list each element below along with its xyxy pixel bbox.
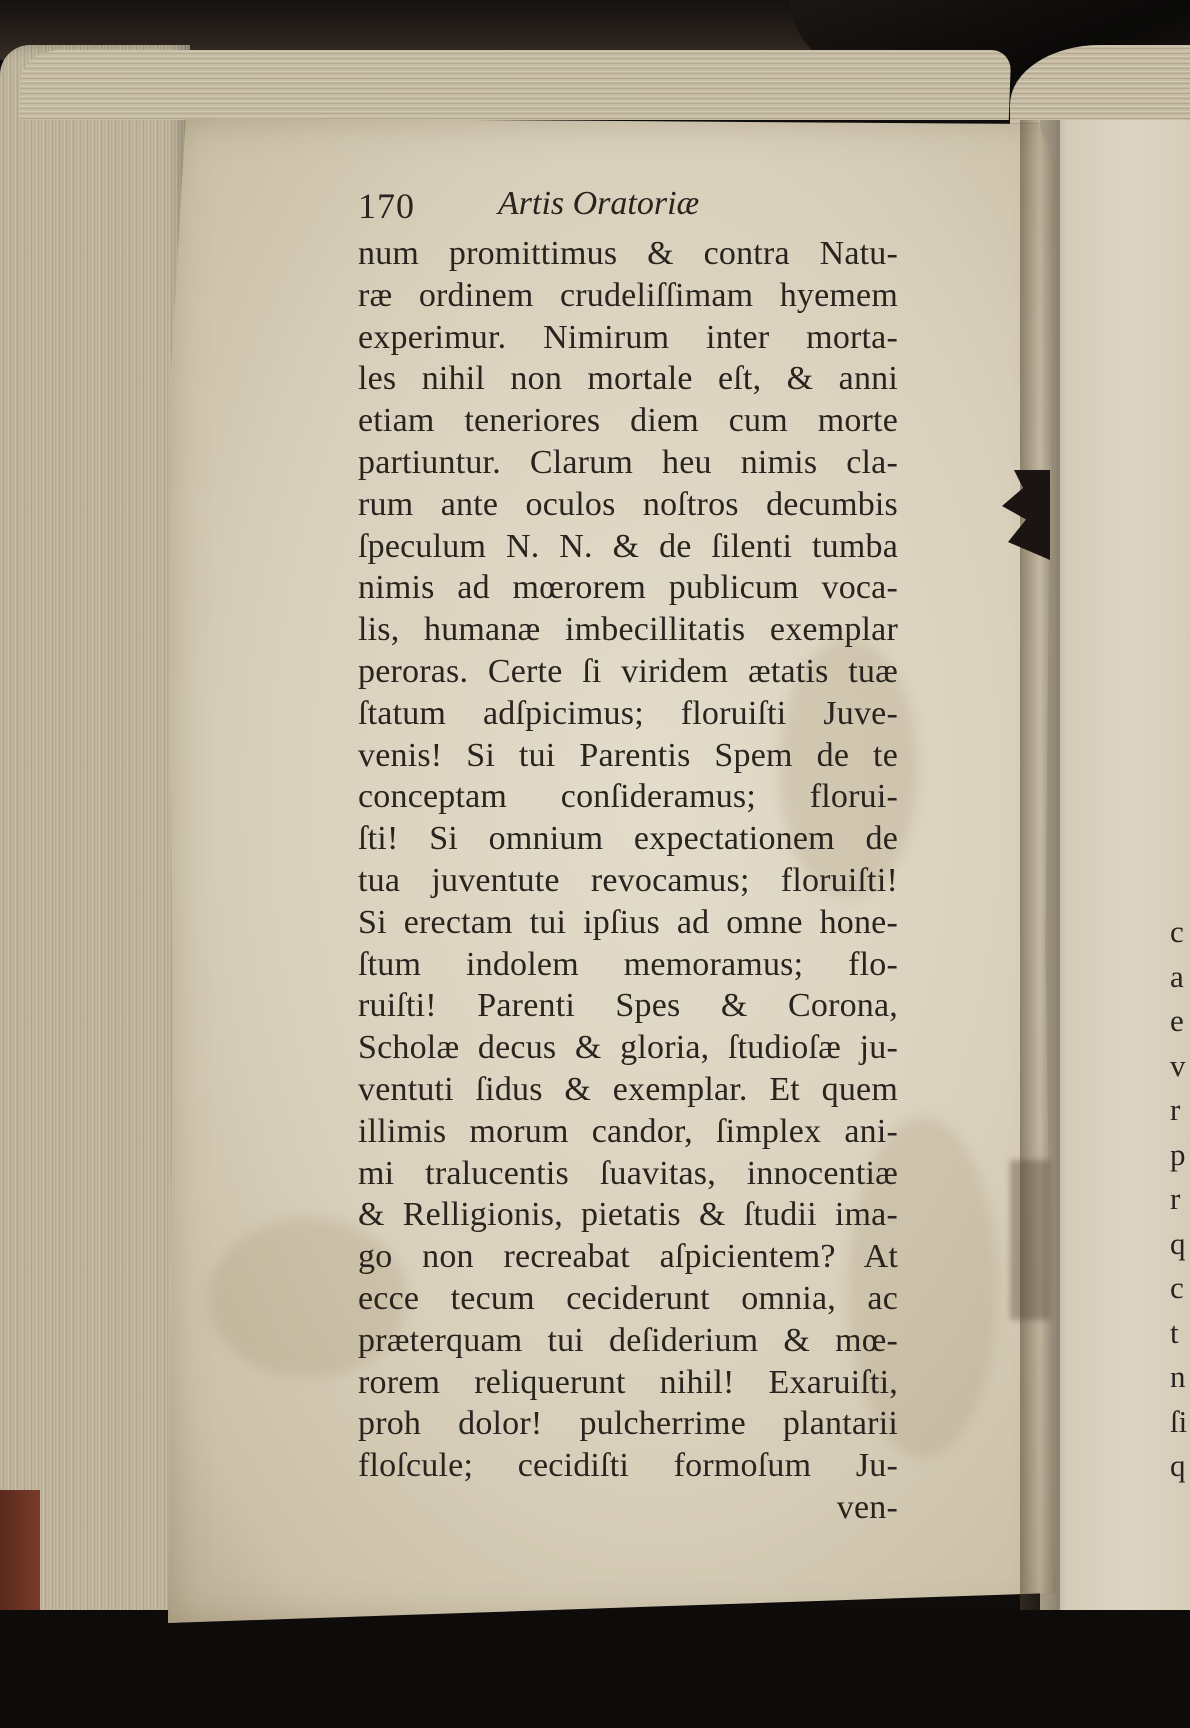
text-line: nimis ad mœrorem publicum voca- — [358, 569, 898, 607]
edge-letter: r — [1170, 1092, 1181, 1127]
text-line: tua juventute revocamus; floruiſti! — [358, 861, 898, 899]
text-line: ſtatum adſpicimus; floruiſti Juve- — [358, 694, 898, 732]
text-line: ecce tecum ceciderunt omnia, ac — [358, 1279, 898, 1317]
page-edges-top — [19, 50, 1011, 120]
text-line: ræ ordinem crudeliſſimam hyemem — [358, 276, 898, 314]
edge-letter: n — [1170, 1359, 1186, 1394]
text-line: mi tralucentis ſuavitas, innocentiæ — [358, 1154, 898, 1192]
edge-letter: c — [1170, 1270, 1184, 1305]
bottom-shadow — [0, 1610, 1190, 1728]
text-line: les nihil non mortale eſt, & anni — [358, 360, 898, 398]
running-title: Artis Oratoriæ — [498, 185, 700, 222]
edge-letter: v — [1170, 1047, 1186, 1083]
text-line: proh dolor! pulcherrime plantarii — [358, 1405, 898, 1443]
edge-letter: r — [1170, 1181, 1181, 1216]
text-line: ventuti ſidus & exemplar. Et quem — [358, 1070, 898, 1108]
text-line: venis! Si tui Parentis Spem de te — [358, 736, 898, 774]
text-line: ſtum indolem memoramus; flo- — [358, 945, 898, 983]
edge-letter: c — [1170, 914, 1184, 949]
text-line: ſpeculum N. N. & de ſilenti tumba — [358, 527, 898, 565]
text-line: floſcule; cecidiſti formoſum Ju- — [358, 1447, 898, 1485]
text-line: & Relligionis, pietatis & ſtudii ima- — [358, 1196, 898, 1234]
body-text — [358, 233, 898, 1487]
page-text-block — [358, 185, 898, 1529]
edge-letter: ſi — [1170, 1403, 1188, 1439]
text-line: ſti! Si omnium expectationem de — [358, 820, 898, 858]
edge-letter: p — [1170, 1136, 1186, 1172]
text-line: rorem reliquerunt nihil! Exaruiſti, — [358, 1363, 898, 1401]
edge-letter: t — [1170, 1314, 1179, 1350]
facing-page — [1040, 120, 1190, 1610]
text-line: præterquam tui deſiderium & mœ- — [358, 1321, 898, 1359]
text-line: lis, humanæ imbecillitatis exemplar — [358, 611, 898, 649]
book-gutter — [1020, 120, 1060, 1610]
text-line: rum ante oculos noſtros decumbis — [358, 485, 898, 523]
facing-page-edge-text — [1170, 910, 1190, 1489]
text-line: partiuntur. Clarum heu nimis cla- — [358, 443, 898, 481]
text-line: Si erectam tui ipſius ad omne hone- — [358, 903, 898, 941]
text-line: Scholæ decus & gloria, ſtudioſæ ju- — [358, 1029, 898, 1067]
binding-edge — [0, 1490, 40, 1630]
text-line: illimis morum candor, ſimplex ani- — [358, 1112, 898, 1150]
text-line: experimur. Nimirum inter morta- — [358, 318, 898, 356]
text-line: conceptam conſideramus; florui- — [358, 778, 898, 816]
page-header — [358, 185, 898, 233]
edge-letter: q — [1170, 1448, 1186, 1483]
edge-letter: e — [1170, 1003, 1184, 1038]
page-number: 170 — [358, 186, 415, 226]
text-line: ruiſti! Parenti Spes & Corona, — [358, 987, 898, 1025]
text-line: etiam teneriores diem cum morte — [358, 402, 898, 440]
catchword: ven- — [836, 1488, 898, 1526]
text-line: num promittimus & contra Natu- — [358, 235, 898, 272]
edge-letter: a — [1170, 958, 1184, 994]
text-line: go non recreabat aſpicientem? At — [358, 1238, 898, 1276]
text-line: peroras. Certe ſi viridem ætatis tuæ — [358, 652, 898, 690]
page-damage — [1010, 1160, 1050, 1320]
page-edges-left — [0, 45, 190, 1640]
edge-letter: q — [1170, 1225, 1186, 1261]
